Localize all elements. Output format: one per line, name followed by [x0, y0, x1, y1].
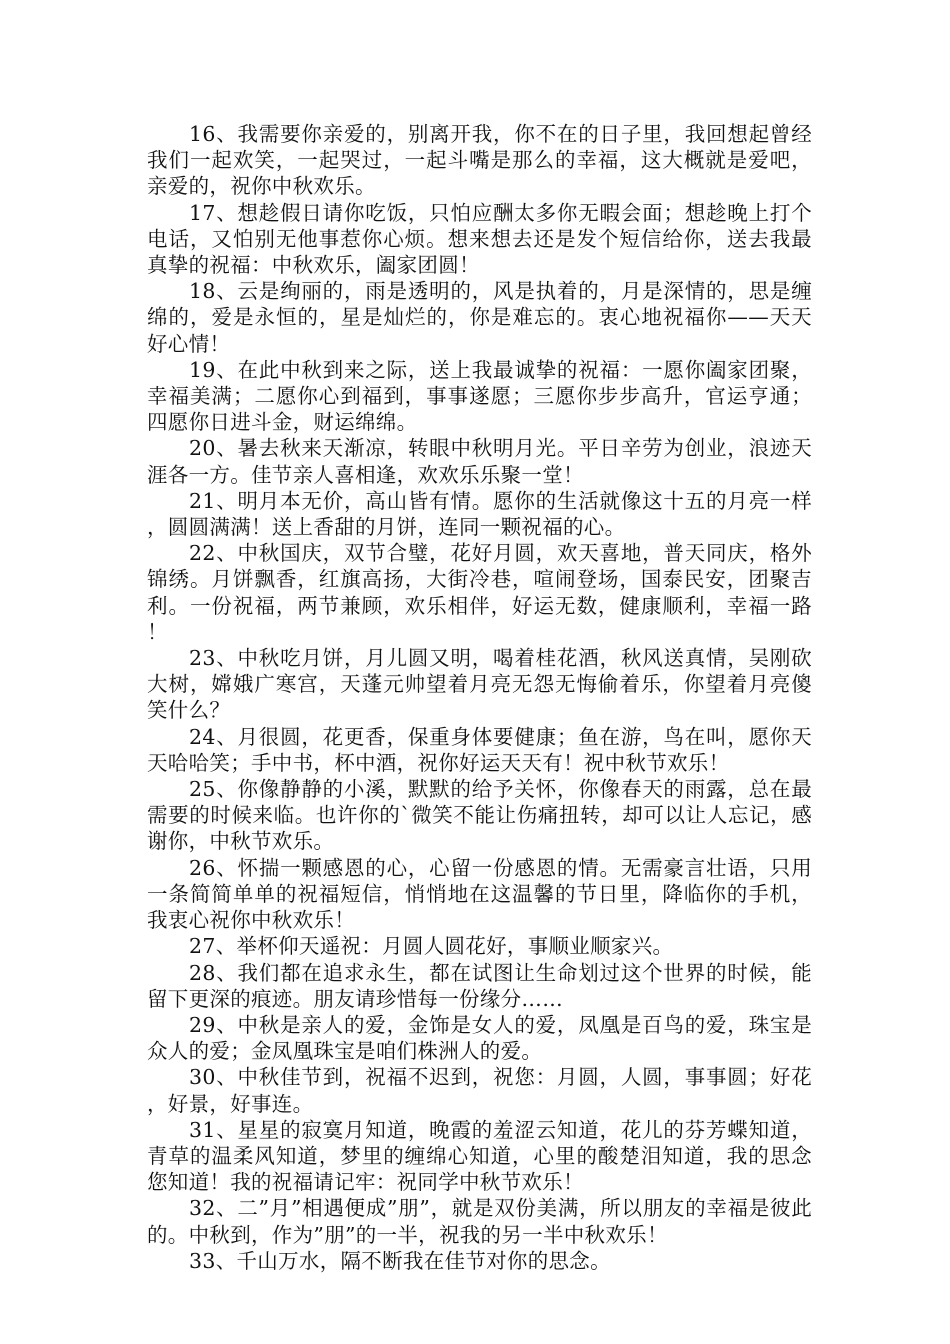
paragraph-24: 24、月很圆，花更香，保重身体要健康；鱼在游，鸟在叫，愿你天天哈哈笑；手中书，杯中酒，祝你好运天天有！祝中秋节欢乐！ [147, 724, 812, 775]
paragraph-22: 22、中秋国庆，双节合璧，花好月圆，欢天喜地，普天同庆，格外锦绣。月饼飘香，红旗高扬，大街冷巷，喧闹登场，国泰民安，团聚吉利。一份祝福，两节兼顾，欢乐相伴，好运无数，健康顺利，幸福一路！ [147, 541, 812, 644]
paragraph-25: 25、你像静静的小溪，默默的给予关怀，你像春天的雨露，总在最需要的时候来临。也许你的`微笑不能让伤痛扭转，却可以让人忘记，感谢你，中秋节欢乐。 [147, 777, 812, 854]
paragraph-23: 23、中秋吃月饼，月儿圆又明，喝着桂花酒，秋风送真情，吴刚砍大树，嫦娥广寒宫，天蓬元帅望着月亮无怨无悔偷着乐，你望着月亮傻笑什么？ [147, 646, 812, 723]
paragraph-20: 20、暑去秋来天渐凉，转眼中秋明月光。平日辛劳为创业，浪迹天涯各一方。佳节亲人喜相逢，欢欢乐乐聚一堂！ [147, 436, 812, 487]
paragraph-21: 21、明月本无价，高山皆有情。愿你的生活就像这十五的月亮一样，圆圆满满！送上香甜的月饼，连同一颗祝福的心。 [147, 488, 812, 540]
paragraph-17: 17、想趁假日请你吃饭，只怕应酬太多你无暇会面；想趁晚上打个电话，又怕别无他事惹你心烦。想来想去还是发个短信给你，送去我最真挚的祝福：中秋欢乐，阖家团圆！ [147, 200, 812, 278]
paragraph-19: 19、在此中秋到来之际，送上我最诚挚的祝福：一愿你阖家团聚，幸福美满；二愿你心到福到，事事遂愿；三愿你步步高升，官运亨通；四愿你日进斗金，财运绵绵。 [147, 357, 812, 435]
paragraph-31: 31、星星的寂寞月知道，晚霞的羞涩云知道，花儿的芬芳蝶知道，青草的温柔风知道，梦里的缠绵心知道，心里的酸楚泪知道，我的思念您知道！我的祝福请记牢：祝同学中秋节欢乐！ [147, 1117, 812, 1195]
paragraph-27: 27、举杯仰天遥祝：月圆人圆花好，事顺业顺家兴。 [189, 934, 674, 959]
paragraph-28: 28、我们都在追求永生，都在试图让生命划过这个世界的时候，能留下更深的痕迹。朋友请珍惜每一份缘分…… [147, 960, 812, 1011]
paragraph-32: 32、二”月”相遇便成”朋”，就是双份美满，所以朋友的幸福是彼此的。中秋到，作为”朋”的一半，祝我的另一半中秋欢乐！ [147, 1196, 812, 1247]
paragraph-26: 26、怀揣一颗感恩的心，心留一份感恩的情。无需豪言壮语，只用一条简简单单的祝福短信，悄悄地在这温馨的节日里，降临你的手机，我衷心祝你中秋欢乐！ [147, 855, 812, 933]
paragraph-16: 16、我需要你亲爱的，别离开我，你不在的日子里，我回想起曾经我们一起欢笑，一起哭过，一起斗嘴是那么的幸福，这大概就是爱吧，亲爱的，祝你中秋欢乐。 [147, 122, 812, 199]
paragraph-29: 29、中秋是亲人的爱，金饰是女人的爱，凤凰是百鸟的爱，珠宝是众人的爱；金凤凰珠宝是咱们株洲人的爱。 [147, 1012, 812, 1064]
paragraph-18: 18、云是绚丽的，雨是透明的，风是执着的，月是深情的，思是缠绵的，爱是永恒的，星是灿烂的，你是难忘的。衷心地祝福你——天天好心情！ [147, 279, 812, 356]
paragraph-30: 30、中秋佳节到，祝福不迟到，祝您：月圆，人圆，事事圆；好花，好景，好事连。 [147, 1065, 812, 1116]
paragraph-33: 33、千山万水，隔不断我在佳节对你的思念。 [189, 1248, 611, 1273]
document-body [147, 121, 812, 1274]
